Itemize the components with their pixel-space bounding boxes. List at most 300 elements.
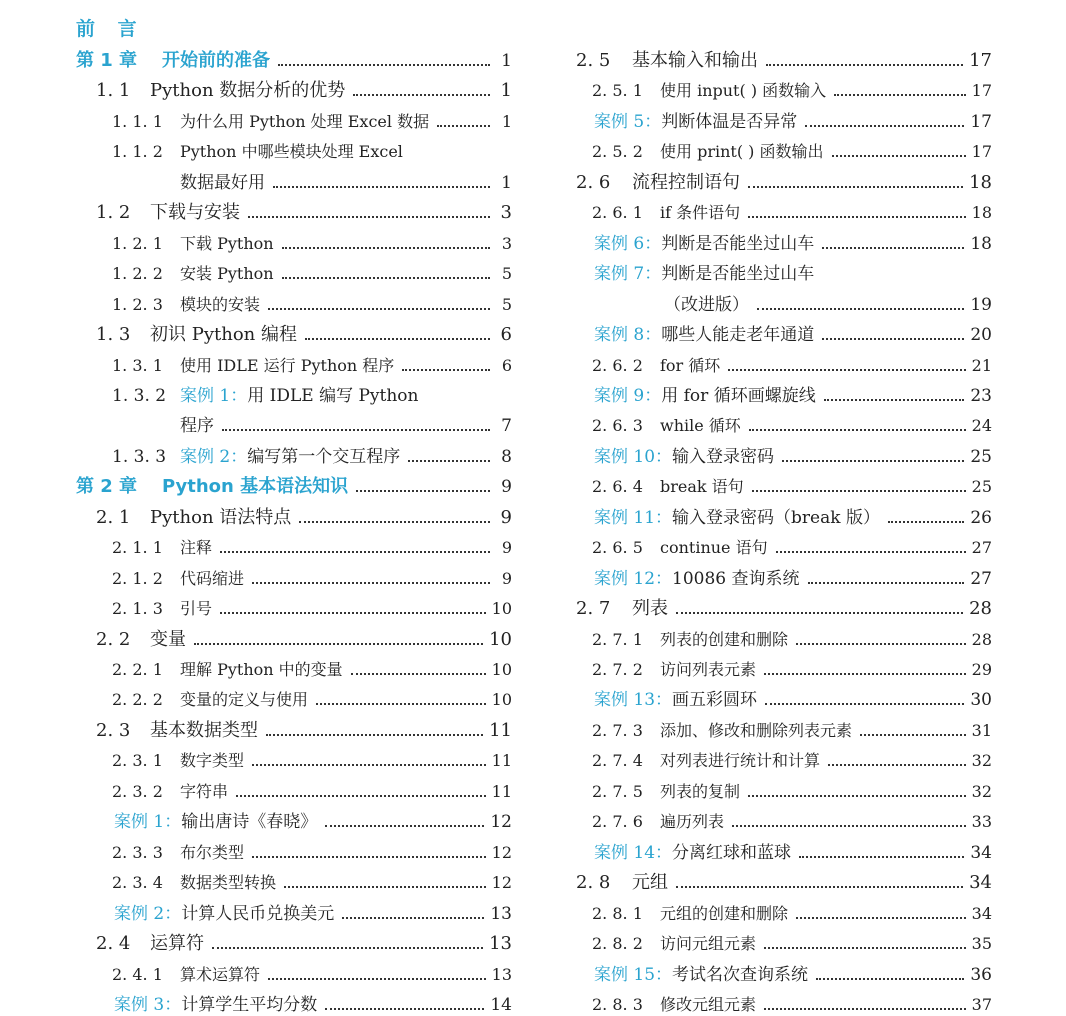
toc-entry-number: 2. 7. 5 bbox=[592, 781, 643, 801]
toc-page-number: 28 bbox=[971, 629, 992, 649]
dot-leader bbox=[796, 641, 966, 645]
toc-case-label: 案例 6： bbox=[594, 233, 662, 254]
toc-entry[interactable] bbox=[592, 529, 992, 559]
toc-page-number: 34 bbox=[971, 903, 992, 923]
toc-entry-number: 1. 2. 3 bbox=[112, 294, 163, 314]
toc-entry[interactable] bbox=[112, 560, 512, 590]
toc-entry-title: 遍历列表 bbox=[660, 812, 725, 832]
toc-entry[interactable] bbox=[112, 681, 512, 711]
dot-leader bbox=[220, 610, 486, 614]
toc-entry[interactable] bbox=[112, 255, 512, 285]
toc-page-number: 14 bbox=[490, 994, 512, 1015]
toc-entry-number: 2. 1. 2 bbox=[112, 568, 163, 588]
toc-entry-number: 1. 3. 2 bbox=[112, 385, 167, 406]
toc-entry[interactable] bbox=[114, 803, 512, 833]
toc-entry[interactable] bbox=[594, 255, 992, 285]
toc-entry-number: 第 2 章 bbox=[76, 476, 138, 498]
toc-entry-title: 用 for 循环画螺旋线 bbox=[661, 385, 816, 406]
toc-entry[interactable] bbox=[76, 468, 512, 498]
toc-page-number: 5 bbox=[501, 264, 512, 284]
toc-entry-number: 2. 5. 1 bbox=[592, 81, 643, 101]
toc-entry[interactable] bbox=[594, 225, 992, 255]
toc-entry[interactable] bbox=[112, 347, 512, 377]
toc-case-label: 案例 5： bbox=[594, 111, 662, 132]
toc-page-number: 1 bbox=[501, 172, 512, 193]
toc-entry[interactable] bbox=[594, 681, 992, 711]
toc-page-number: 10 bbox=[491, 599, 512, 619]
dot-leader bbox=[342, 915, 484, 919]
toc-entry-title: 为什么用 Python 处理 Excel 数据 bbox=[180, 111, 430, 131]
dot-leader bbox=[816, 976, 964, 980]
toc-entry[interactable] bbox=[594, 499, 992, 529]
toc-entry-title: 对列表进行统计和计算 bbox=[660, 751, 821, 771]
toc-entry[interactable] bbox=[112, 286, 512, 316]
dot-leader bbox=[764, 1006, 966, 1010]
toc-entry-number: 2. 5. 2 bbox=[592, 142, 643, 162]
toc-entry-number: 2. 7. 6 bbox=[592, 812, 643, 832]
toc-entry-title: 考试名次查询系统 bbox=[672, 964, 809, 985]
toc-entry-title: 修改元组元素 bbox=[660, 994, 757, 1014]
toc-entry[interactable] bbox=[112, 438, 512, 468]
toc-page-number: 1 bbox=[501, 51, 512, 71]
toc-entry[interactable] bbox=[594, 316, 992, 346]
toc-entry-title: 访问元组元素 bbox=[660, 934, 757, 954]
toc-entry[interactable] bbox=[592, 621, 992, 651]
toc-entry-title: 元组的创建和删除 bbox=[660, 903, 789, 923]
toc-page-number: 7 bbox=[501, 416, 512, 437]
toc-entry-title: 元组 bbox=[632, 872, 668, 894]
toc-entry-title: （改进版） bbox=[664, 294, 749, 315]
toc-case-label: 案例 8： bbox=[594, 325, 662, 346]
toc-page-number: 34 bbox=[969, 872, 992, 894]
toc-entry-number: 第 1 章 bbox=[76, 50, 138, 71]
toc-entry-title: 模块的安装 bbox=[180, 294, 261, 314]
toc-entry-title: 列表 bbox=[632, 598, 668, 620]
dot-leader bbox=[832, 153, 966, 157]
dot-leader bbox=[282, 245, 490, 249]
toc-entry-number: 2. 4 bbox=[96, 933, 131, 955]
toc-entry[interactable] bbox=[112, 773, 512, 803]
toc-entry-number: 1. 1. 1 bbox=[112, 111, 163, 131]
dot-leader bbox=[748, 214, 966, 218]
dot-leader bbox=[728, 367, 965, 371]
toc-entry-number: 2. 6. 4 bbox=[592, 477, 643, 497]
toc-entry[interactable] bbox=[592, 803, 992, 833]
dot-leader bbox=[796, 915, 966, 919]
dot-leader bbox=[757, 306, 964, 310]
dot-leader bbox=[828, 762, 966, 766]
toc-page-number: 13 bbox=[489, 933, 512, 955]
toc-entry[interactable] bbox=[180, 407, 512, 437]
toc-page-number: 1 bbox=[500, 80, 512, 102]
dot-leader bbox=[749, 427, 966, 431]
dot-leader bbox=[222, 427, 490, 431]
toc-case-label: 案例 2： bbox=[180, 446, 248, 467]
toc-page-number: 33 bbox=[971, 812, 992, 832]
toc-entry-title: 数据类型转换 bbox=[180, 873, 277, 893]
toc-entry-title: 判断是否能坐过山车 bbox=[661, 264, 815, 285]
toc-case-label: 案例 7： bbox=[594, 264, 662, 285]
toc-page-number: 26 bbox=[970, 507, 992, 528]
toc-case-label: 案例 1： bbox=[180, 385, 248, 406]
toc-entry[interactable] bbox=[114, 986, 512, 1016]
toc-entry-title: 计算学生平均分数 bbox=[181, 994, 318, 1015]
toc-case-label: 案例 12： bbox=[594, 568, 673, 589]
toc-entry-number: 2. 7. 2 bbox=[592, 660, 643, 679]
toc-page-number: 12 bbox=[490, 812, 512, 833]
toc-page-number: 18 bbox=[971, 203, 992, 223]
toc-page-number: 25 bbox=[971, 477, 992, 497]
toc-page-number: 9 bbox=[500, 506, 512, 528]
toc-entry[interactable] bbox=[112, 864, 512, 894]
toc-case-label: 案例 2： bbox=[114, 903, 182, 924]
toc-page-number: 12 bbox=[491, 842, 512, 862]
toc-page-number: 19 bbox=[970, 294, 992, 315]
dot-leader bbox=[782, 458, 964, 462]
toc-page-number: 32 bbox=[971, 751, 992, 771]
toc-entry-title: continue 语句 bbox=[660, 538, 768, 558]
dot-leader bbox=[676, 884, 963, 888]
dot-leader bbox=[799, 854, 964, 858]
toc-entry-number: 2. 2. 1 bbox=[112, 660, 163, 679]
dot-leader bbox=[252, 854, 486, 858]
toc-entry[interactable] bbox=[592, 194, 992, 224]
toc-page-number: 17 bbox=[971, 81, 992, 101]
toc-entry-title: 变量 bbox=[150, 628, 186, 650]
toc-page-number: 13 bbox=[490, 903, 512, 924]
toc-entry-number: 2. 8. 3 bbox=[592, 994, 643, 1014]
dot-leader bbox=[220, 549, 490, 553]
dot-leader bbox=[824, 397, 965, 401]
toc-entry-title: 添加、修改和删除列表元素 bbox=[660, 720, 853, 740]
toc-entry[interactable] bbox=[112, 133, 512, 163]
toc-page-number: 9 bbox=[501, 538, 512, 558]
toc-entry-number: 2. 6. 2 bbox=[592, 355, 643, 375]
toc-entry[interactable] bbox=[592, 925, 992, 955]
toc-entry[interactable] bbox=[592, 72, 992, 102]
toc-page-number: 3 bbox=[501, 233, 512, 253]
toc-entry-number: 2. 7. 1 bbox=[592, 629, 643, 649]
toc-page-number: 13 bbox=[491, 964, 512, 984]
toc-entry-title: 列表的创建和删除 bbox=[660, 629, 789, 649]
toc-entry-title: 字符串 bbox=[180, 781, 229, 801]
dot-leader bbox=[268, 306, 490, 310]
toc-page-number: 18 bbox=[969, 171, 992, 193]
toc-entry-title: 开始前的准备 bbox=[162, 50, 270, 71]
toc-case-label: 案例 1： bbox=[114, 812, 182, 833]
toc-entry[interactable] bbox=[576, 164, 992, 194]
toc-page-number: 10 bbox=[491, 660, 512, 679]
toc-entry-title: 10086 查询系统 bbox=[672, 568, 800, 589]
toc-entry-number: 1. 2. 2 bbox=[112, 264, 163, 284]
toc-entry[interactable] bbox=[592, 742, 992, 772]
dot-leader bbox=[353, 92, 490, 96]
toc-entry-title: 理解 Python 中的变量 bbox=[180, 660, 343, 679]
toc-entry-title: 引号 bbox=[180, 599, 213, 619]
toc-entry[interactable] bbox=[180, 164, 512, 194]
toc-page-number: 9 bbox=[501, 568, 512, 588]
dot-leader bbox=[860, 732, 966, 736]
dot-leader bbox=[834, 92, 965, 96]
toc-entry-number: 2. 3 bbox=[96, 719, 131, 741]
toc-entry[interactable] bbox=[112, 590, 512, 620]
toc-entry-number: 2. 7. 4 bbox=[592, 751, 643, 771]
toc-entry[interactable] bbox=[594, 438, 992, 468]
toc-page-number: 37 bbox=[971, 994, 992, 1014]
toc-page-number: 3 bbox=[500, 202, 512, 224]
toc-entry[interactable] bbox=[96, 925, 512, 955]
toc-entry-title: 编写第一个交互程序 bbox=[247, 446, 401, 467]
toc-entry-number: 2. 1. 3 bbox=[112, 599, 163, 619]
toc-entry-number: 1. 1. 2 bbox=[112, 142, 163, 162]
toc-page-number: 28 bbox=[969, 598, 992, 620]
toc-entry-title: 程序 bbox=[180, 416, 214, 437]
dot-leader bbox=[325, 1006, 484, 1010]
toc-page-number: 20 bbox=[970, 325, 992, 346]
toc-entry-title: Python 语法特点 bbox=[150, 506, 292, 528]
toc-page-number: 27 bbox=[970, 568, 992, 589]
toc-case-label: 案例 13： bbox=[594, 690, 673, 711]
toc-page-number: 11 bbox=[491, 751, 512, 771]
toc-entry-title: 下载与安装 bbox=[150, 202, 240, 224]
toc-entry-number: 2. 6. 1 bbox=[592, 203, 643, 223]
dot-leader bbox=[212, 945, 483, 949]
toc-entry[interactable] bbox=[594, 560, 992, 590]
dot-leader bbox=[822, 336, 964, 340]
dot-leader bbox=[266, 732, 483, 736]
dot-leader bbox=[268, 976, 486, 980]
toc-entry[interactable] bbox=[592, 712, 992, 742]
toc-entry[interactable] bbox=[592, 651, 992, 681]
toc-page-number: 10 bbox=[489, 628, 512, 650]
dot-leader bbox=[252, 762, 486, 766]
toc-entry-title: 代码缩进 bbox=[180, 568, 245, 588]
toc-entry-title: 使用 IDLE 运行 Python 程序 bbox=[180, 355, 395, 375]
toc-page-number: 30 bbox=[970, 690, 992, 711]
toc-entry-number: 2. 3. 1 bbox=[112, 751, 163, 771]
toc-entry-title: 下载 Python bbox=[180, 233, 274, 253]
dot-leader bbox=[808, 580, 965, 584]
dot-leader bbox=[252, 580, 490, 584]
toc-entry-title: 运算符 bbox=[150, 933, 204, 955]
toc-page-number: 35 bbox=[971, 934, 992, 954]
toc-entry-number: 1. 3. 3 bbox=[112, 446, 167, 467]
toc-page-number: 6 bbox=[501, 355, 512, 375]
toc-page-number: 17 bbox=[970, 111, 992, 132]
toc-entry-title: 算术运算符 bbox=[180, 964, 261, 984]
dot-leader bbox=[765, 701, 964, 705]
toc-entry-number: 1. 2. 1 bbox=[112, 233, 163, 253]
toc-entry[interactable] bbox=[594, 834, 992, 864]
toc-entry-title: Python 数据分析的优势 bbox=[150, 80, 346, 102]
toc-page-number: 9 bbox=[501, 477, 512, 498]
toc-entry-number: 2. 3. 4 bbox=[112, 873, 163, 893]
dot-leader bbox=[748, 184, 963, 188]
dot-leader bbox=[402, 367, 490, 371]
dot-leader bbox=[805, 123, 964, 127]
dot-leader bbox=[351, 671, 486, 675]
toc-entry[interactable] bbox=[96, 499, 512, 529]
dot-leader bbox=[764, 671, 966, 675]
dot-leader bbox=[236, 793, 486, 797]
toc-entry-title: 注释 bbox=[180, 538, 213, 558]
toc-page-number: 11 bbox=[491, 781, 512, 801]
toc-entry-number: 1. 3. 1 bbox=[112, 355, 163, 375]
toc-entry[interactable] bbox=[112, 834, 512, 864]
toc-entry[interactable] bbox=[594, 956, 992, 986]
toc-entry[interactable] bbox=[576, 864, 992, 894]
toc-entry-title: 基本数据类型 bbox=[150, 719, 258, 741]
toc-entry[interactable] bbox=[112, 956, 512, 986]
dot-leader bbox=[776, 549, 966, 553]
toc-entry-number: 2. 7 bbox=[576, 598, 611, 620]
dot-leader bbox=[764, 945, 966, 949]
toc-entry-number: 2. 3. 3 bbox=[112, 842, 163, 862]
toc-entry-number: 2. 2. 2 bbox=[112, 690, 163, 710]
toc-entry[interactable] bbox=[592, 468, 992, 498]
toc-page-number: 34 bbox=[970, 842, 992, 863]
toc-entry[interactable] bbox=[592, 773, 992, 803]
toc-case-label: 案例 11： bbox=[594, 507, 673, 528]
toc-entry-title: 哪些人能走老年通道 bbox=[661, 325, 815, 346]
toc-entry-number: 2. 8. 2 bbox=[592, 934, 643, 954]
toc-entry[interactable] bbox=[96, 316, 512, 346]
toc-entry[interactable] bbox=[664, 286, 992, 316]
toc-page-number: 1 bbox=[501, 111, 512, 131]
toc-page-number: 8 bbox=[501, 446, 512, 467]
toc-page-number: 21 bbox=[971, 355, 992, 375]
toc-entry[interactable] bbox=[112, 225, 512, 255]
dot-leader bbox=[284, 884, 486, 888]
toc-page-number: 10 bbox=[491, 690, 512, 710]
toc-page-number: 29 bbox=[971, 660, 992, 679]
dot-leader bbox=[748, 793, 966, 797]
toc-entry[interactable] bbox=[96, 194, 512, 224]
toc-entry-number: 2. 4. 1 bbox=[112, 964, 163, 984]
toc-entry-number: 2. 1. 1 bbox=[112, 538, 163, 558]
dot-leader bbox=[325, 823, 484, 827]
toc-page-number: 27 bbox=[971, 538, 992, 558]
toc-entry[interactable] bbox=[112, 377, 512, 407]
toc-entry-title: 列表的复制 bbox=[660, 781, 741, 801]
dot-leader bbox=[822, 245, 964, 249]
toc-entry-title: 安装 Python bbox=[180, 264, 274, 284]
dot-leader bbox=[888, 519, 964, 523]
toc-entry[interactable] bbox=[96, 712, 512, 742]
toc-entry[interactable] bbox=[112, 651, 512, 681]
toc-page-number: 25 bbox=[970, 446, 992, 467]
toc-entry[interactable] bbox=[96, 621, 512, 651]
dot-leader bbox=[752, 488, 966, 492]
toc-entry[interactable] bbox=[112, 103, 512, 133]
toc-entry-title: 判断体温是否异常 bbox=[661, 111, 798, 132]
toc-entry-title: if 条件语句 bbox=[660, 203, 741, 223]
toc-entry-title: 分离红球和蓝球 bbox=[672, 842, 792, 863]
toc-entry[interactable] bbox=[114, 895, 512, 925]
toc-entry-title: 输入登录密码（break 版） bbox=[672, 507, 880, 528]
toc-case-label: 案例 9： bbox=[594, 385, 662, 406]
toc-entry-number: 2. 8 bbox=[576, 872, 611, 894]
toc-entry[interactable] bbox=[112, 529, 512, 559]
toc-entry[interactable] bbox=[592, 347, 992, 377]
toc-entry-title: 数字类型 bbox=[180, 751, 245, 771]
toc-entry[interactable] bbox=[576, 590, 992, 620]
toc-entry[interactable] bbox=[592, 895, 992, 925]
toc-entry-number: 2. 8. 1 bbox=[592, 903, 643, 923]
toc-entry-title: 数据最好用 bbox=[180, 172, 265, 193]
toc-page-number: 11 bbox=[489, 719, 512, 741]
toc-entry-number: 2. 5 bbox=[576, 50, 611, 71]
toc-entry-title: 布尔类型 bbox=[180, 842, 245, 862]
toc-entry-title: 用 IDLE 编写 Python bbox=[247, 385, 419, 406]
toc-entry-number: 1. 3 bbox=[96, 324, 131, 346]
toc-entry-title: 画五彩圆环 bbox=[672, 690, 758, 711]
toc-entry[interactable] bbox=[576, 42, 992, 72]
toc-entry[interactable] bbox=[592, 133, 992, 163]
dot-leader bbox=[282, 275, 490, 279]
dot-leader bbox=[766, 62, 963, 66]
toc-page-number: 24 bbox=[971, 416, 992, 436]
toc-entry-title: break 语句 bbox=[660, 477, 744, 497]
toc-page-number: 17 bbox=[969, 50, 992, 71]
toc-page-number: 23 bbox=[970, 385, 992, 406]
toc-entry-number: 2. 6. 5 bbox=[592, 538, 643, 558]
toc-entry-title: 使用 input( ) 函数输入 bbox=[660, 81, 827, 101]
dot-leader bbox=[676, 610, 963, 614]
toc-page-number: 36 bbox=[970, 964, 992, 985]
toc-entry-title: Python 中哪些模块处理 Excel bbox=[180, 142, 403, 162]
dot-leader bbox=[273, 184, 490, 188]
preface-title: 前 言 bbox=[76, 18, 145, 40]
toc-entry-title: 初识 Python 编程 bbox=[150, 324, 297, 346]
toc-entry-number: 2. 6. 3 bbox=[592, 416, 643, 436]
toc-entry[interactable] bbox=[592, 986, 992, 1016]
toc-page-number: 18 bbox=[970, 233, 992, 254]
toc-entry[interactable] bbox=[592, 407, 992, 437]
toc-entry-title: for 循环 bbox=[660, 355, 721, 375]
toc-entry[interactable] bbox=[112, 742, 512, 772]
dot-leader bbox=[732, 823, 966, 827]
toc-entry-number: 2. 3. 2 bbox=[112, 781, 163, 801]
toc-entry-title: 流程控制语句 bbox=[632, 171, 740, 193]
toc-case-label: 案例 15： bbox=[594, 964, 673, 985]
dot-leader bbox=[299, 519, 490, 523]
toc-entry[interactable] bbox=[594, 377, 992, 407]
dot-leader bbox=[248, 214, 490, 218]
toc-page-number: 32 bbox=[971, 781, 992, 801]
toc-entry[interactable] bbox=[76, 42, 512, 72]
toc-page-number: 5 bbox=[501, 294, 512, 314]
toc-entry-number: 1. 1 bbox=[96, 80, 131, 102]
toc-entry-title: 计算人民币兑换美元 bbox=[181, 903, 335, 924]
dot-leader bbox=[356, 488, 490, 492]
toc-entry-title: 访问列表元素 bbox=[660, 660, 757, 679]
toc-case-label: 案例 3： bbox=[114, 994, 182, 1015]
toc-case-label: 案例 10： bbox=[594, 446, 673, 467]
toc-page-number: 31 bbox=[971, 720, 992, 740]
dot-leader bbox=[408, 458, 490, 462]
toc-page-number: 12 bbox=[491, 873, 512, 893]
toc-entry-title: 判断是否能坐过山车 bbox=[661, 233, 815, 254]
toc-entry-title: 基本输入和输出 bbox=[632, 50, 758, 71]
toc-entry[interactable] bbox=[594, 103, 992, 133]
toc-entry-title: while 循环 bbox=[660, 416, 741, 436]
toc-entry[interactable] bbox=[96, 72, 512, 102]
toc-entry-number: 1. 2 bbox=[96, 202, 131, 224]
toc-case-label: 案例 14： bbox=[594, 842, 673, 863]
toc-entry-number: 2. 2 bbox=[96, 628, 131, 650]
toc-page-number: 6 bbox=[500, 324, 512, 346]
